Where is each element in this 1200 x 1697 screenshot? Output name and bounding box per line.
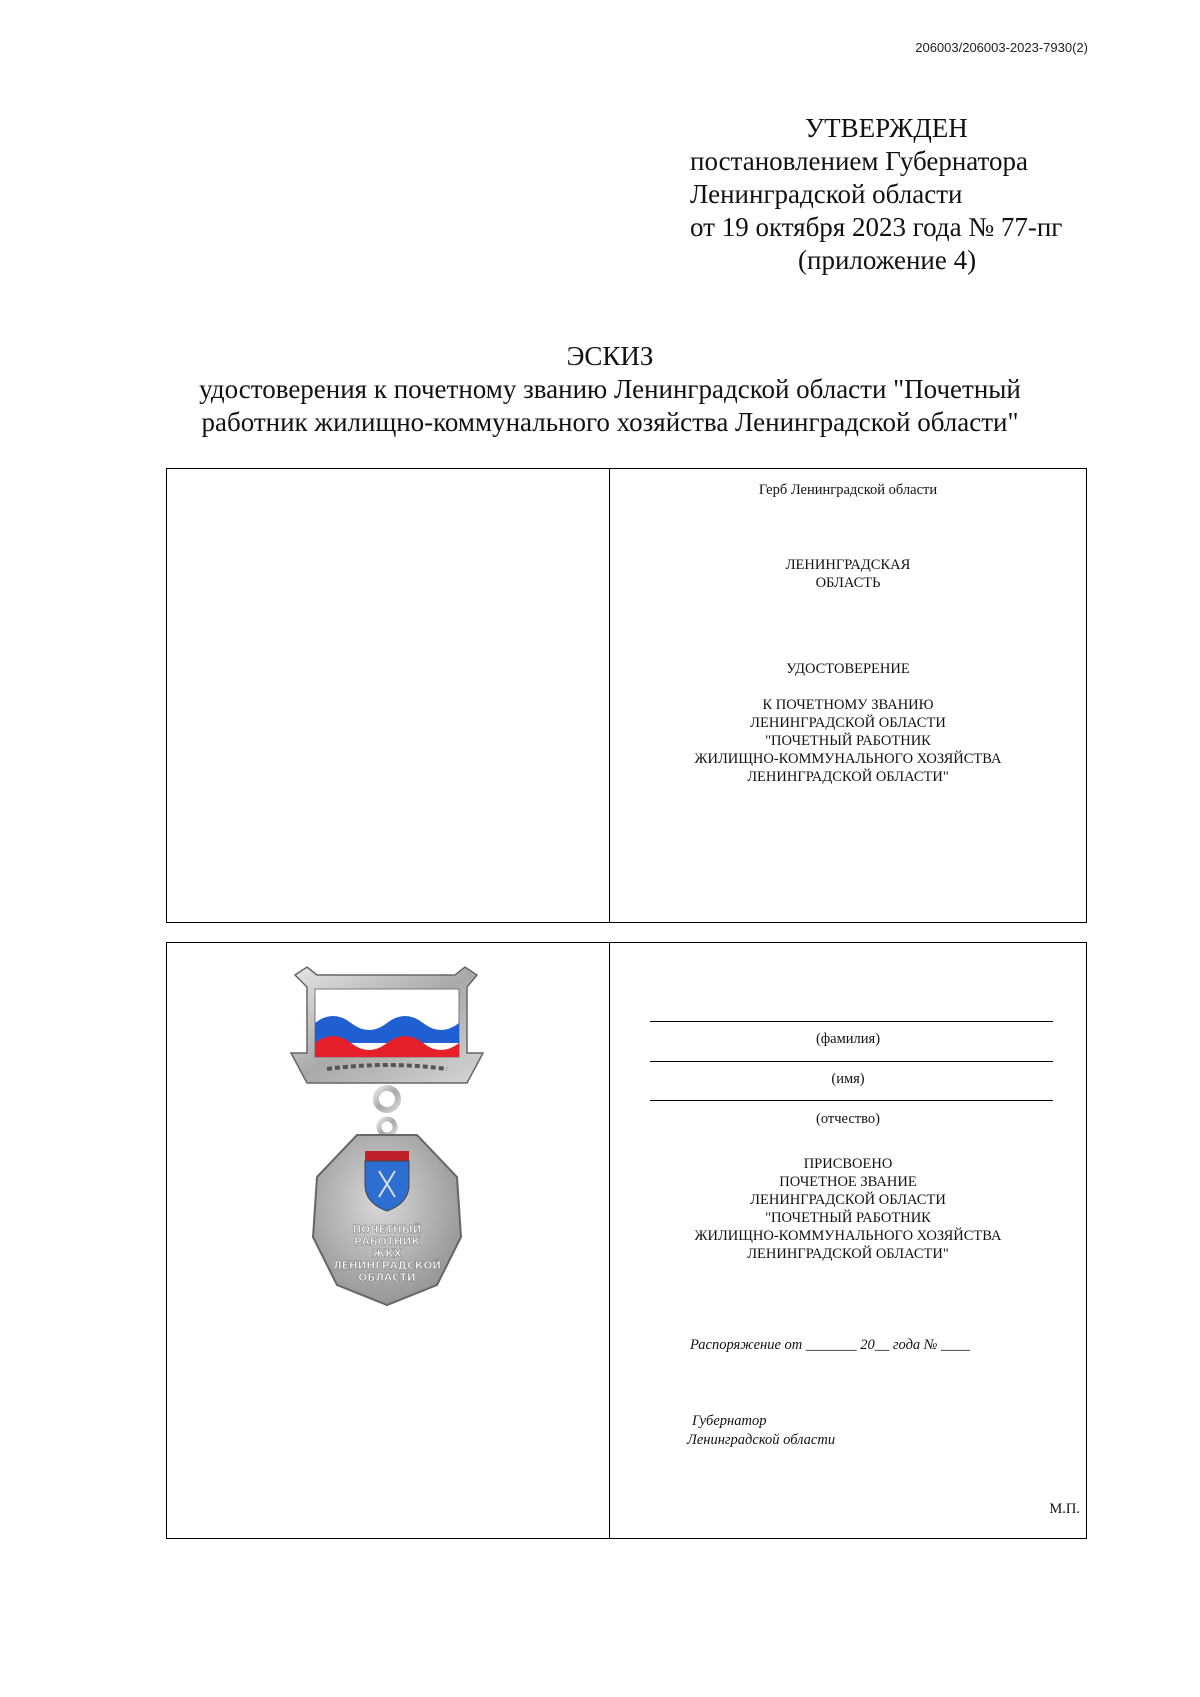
signatory-region: Ленинградской области (687, 1432, 836, 1448)
medal-inscription-line: ЖКХ (372, 1248, 402, 1260)
cover-title-line: "ПОЧЕТНЫЙ РАБОТНИК (765, 733, 931, 749)
document-id: 206003/206003-2023-7930(2) (915, 40, 1088, 55)
approval-line: постановлением Губернатора (690, 146, 1028, 176)
patronymic-line (650, 1100, 1053, 1101)
cover-title-line: ЖИЛИЩНО-КОММУНАЛЬНОГО ХОЗЯЙСТВА (694, 751, 1002, 767)
title-heading: ЭСКИЗ (566, 341, 654, 371)
doc-type: УДОСТОВЕРЕНИЕ (786, 661, 910, 677)
approval-line: от 19 октября 2023 года № 77-пг (690, 212, 1063, 242)
order-reference: Распоряжение от _______ 20__ года № ____ (690, 1337, 971, 1353)
awarded-line: ЛЕНИНГРАДСКОЙ ОБЛАСТИ (750, 1192, 946, 1208)
awarded-line: "ПОЧЕТНЫЙ РАБОТНИК (765, 1210, 931, 1226)
coat-of-arms-placeholder: Герб Ленинградской области (758, 482, 938, 498)
approval-appendix: (приложение 4) (798, 245, 977, 275)
cover-title-line: ЛЕНИНГРАДСКОЙ ОБЛАСТИ (750, 715, 946, 731)
certificate-inside-page (610, 943, 1086, 1538)
medal-inscription-line: ЛЕНИНГРАДСКОЙ (332, 1260, 442, 1272)
cover-title (610, 696, 1086, 786)
signatory-title: Губернатор (692, 1413, 767, 1429)
medal-inscription-line: ПОЧЕТНЫЙ (352, 1224, 422, 1236)
awarded-line: ЖИЛИЩНО-КОММУНАЛЬНОГО ХОЗЯЙСТВА (694, 1228, 1002, 1244)
certificate-inside-spread (166, 942, 1087, 1539)
medal-inscription-line: РАБОТНИК (353, 1236, 421, 1248)
medal-inscription-line: ОБЛАСТИ (358, 1272, 416, 1284)
awarded-line: ЛЕНИНГРАДСКОЙ ОБЛАСТИ" (747, 1246, 949, 1262)
cover-title-line: К ПОЧЕТНОМУ ЗВАНИЮ (762, 697, 934, 713)
surname-label: (фамилия) (815, 1031, 881, 1047)
awarded-text (610, 1155, 1086, 1263)
patronymic-label: (отчество) (816, 1111, 880, 1127)
approval-line: Ленинградской области (690, 179, 963, 209)
title-line: работник жилищно-коммунального хозяйства Ленинградской области" (201, 407, 1019, 437)
surname-line (650, 1021, 1053, 1022)
name-line (650, 1061, 1053, 1062)
seal-place: М.П. (1049, 1501, 1080, 1517)
cover-title-line: ЛЕНИНГРАДСКОЙ ОБЛАСТИ" (747, 769, 949, 785)
cover-front (610, 469, 1086, 922)
title-line: удостоверения к почетному званию Ленинградской области "Почетный (199, 374, 1021, 404)
awarded-line: ПОЧЕТНОЕ ЗВАНИЕ (779, 1174, 917, 1190)
region-line: ОБЛАСТЬ (815, 575, 881, 591)
region-line: ЛЕНИНГРАДСКАЯ (785, 557, 911, 573)
certificate-cover-spread (166, 468, 1087, 923)
document-title (150, 340, 1070, 439)
awarded-line: ПРИСВОЕНО (803, 1156, 893, 1172)
medal-image (287, 965, 487, 1375)
region-name (610, 556, 1086, 592)
approval-heading: УТВЕРЖДЕН (805, 113, 968, 143)
name-label: (имя) (831, 1071, 865, 1087)
approval-stamp (690, 112, 1110, 277)
